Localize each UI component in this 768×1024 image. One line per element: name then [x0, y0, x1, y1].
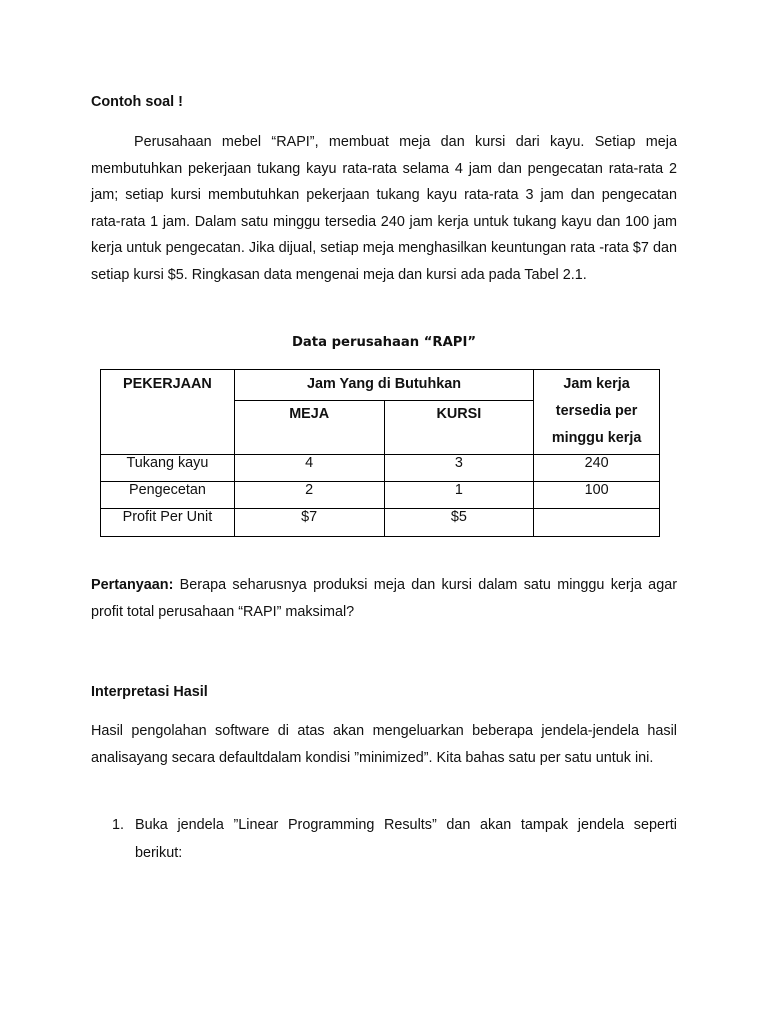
- header-jam-dibutuhkan: Jam Yang di Butuhkan: [234, 370, 533, 401]
- table-caption: Data perusahaan “RAPI”: [291, 335, 477, 350]
- cell-tersedia: [534, 509, 660, 537]
- table-row: [101, 482, 660, 509]
- intro-paragraph: Perusahaan mebel “RAPI”, membuat meja dan kursi dari kayu. Setiap meja membutuhkan pekerjaan tukang kayu rata-rata selama 4 jam dan pengecatan rata-rata 2 jam; setiap kursi membutuhkan pekerjaan tukang kayu rata-rata 3 jam dan pengecatan rata-rata 1 jam. Dalam satu minggu tersedia 240 jam kerja untuk tukang kayu dan 100 jam kerja untuk pengecatan. Jika dijual, setiap meja menghasilkan keuntungan rata -rata $7 dan setiap kursi $5. Ringkasan data mengenai meja dan kursi ada pada Tabel 2.1.: [91, 134, 677, 283]
- cell-kursi: 3: [384, 455, 534, 482]
- table-row: [101, 509, 660, 537]
- question-label: Pertanyaan:: [91, 577, 174, 593]
- header-pekerjaan: PEKERJAAN: [101, 370, 235, 455]
- question-paragraph: [91, 572, 677, 625]
- table-row: [101, 455, 660, 482]
- data-table: [100, 369, 660, 537]
- result-paragraph: Hasil pengolahan software di atas akan mengeluarkan beberapa jendela-jendela hasil analisayang secara defaultdalam kondisi ”minimized”. Kita bahas satu per satu untuk ini.: [91, 723, 677, 766]
- header-meja: MEJA: [234, 401, 384, 455]
- heading-contoh-soal: Contoh soal !: [91, 94, 183, 110]
- list-item-text: Buka jendela ”Linear Programming Results” dan akan tampak jendela seperti berikut:: [135, 817, 677, 861]
- header-kursi: KURSI: [384, 401, 534, 455]
- cell-kursi: 1: [384, 482, 534, 509]
- cell-kursi: $5: [384, 509, 534, 537]
- cell-tersedia: 100: [534, 482, 660, 509]
- cell-meja: 2: [234, 482, 384, 509]
- heading-interpretasi-hasil: Interpretasi Hasil: [91, 684, 208, 700]
- header-jam-tersedia: Jam kerja tersedia per minggu kerja: [534, 370, 660, 455]
- cell-tersedia: 240: [534, 455, 660, 482]
- cell-pekerjaan: Tukang kayu: [101, 455, 235, 482]
- cell-meja: 4: [234, 455, 384, 482]
- cell-meja: $7: [234, 509, 384, 537]
- list-item-number: 1.: [112, 817, 125, 833]
- cell-pekerjaan: Profit Per Unit: [101, 509, 235, 537]
- question-text: Berapa seharusnya produksi meja dan kursi dalam satu minggu kerja agar profit total perusahaan “RAPI” maksimal?: [91, 577, 677, 620]
- cell-pekerjaan: Pengecetan: [101, 482, 235, 509]
